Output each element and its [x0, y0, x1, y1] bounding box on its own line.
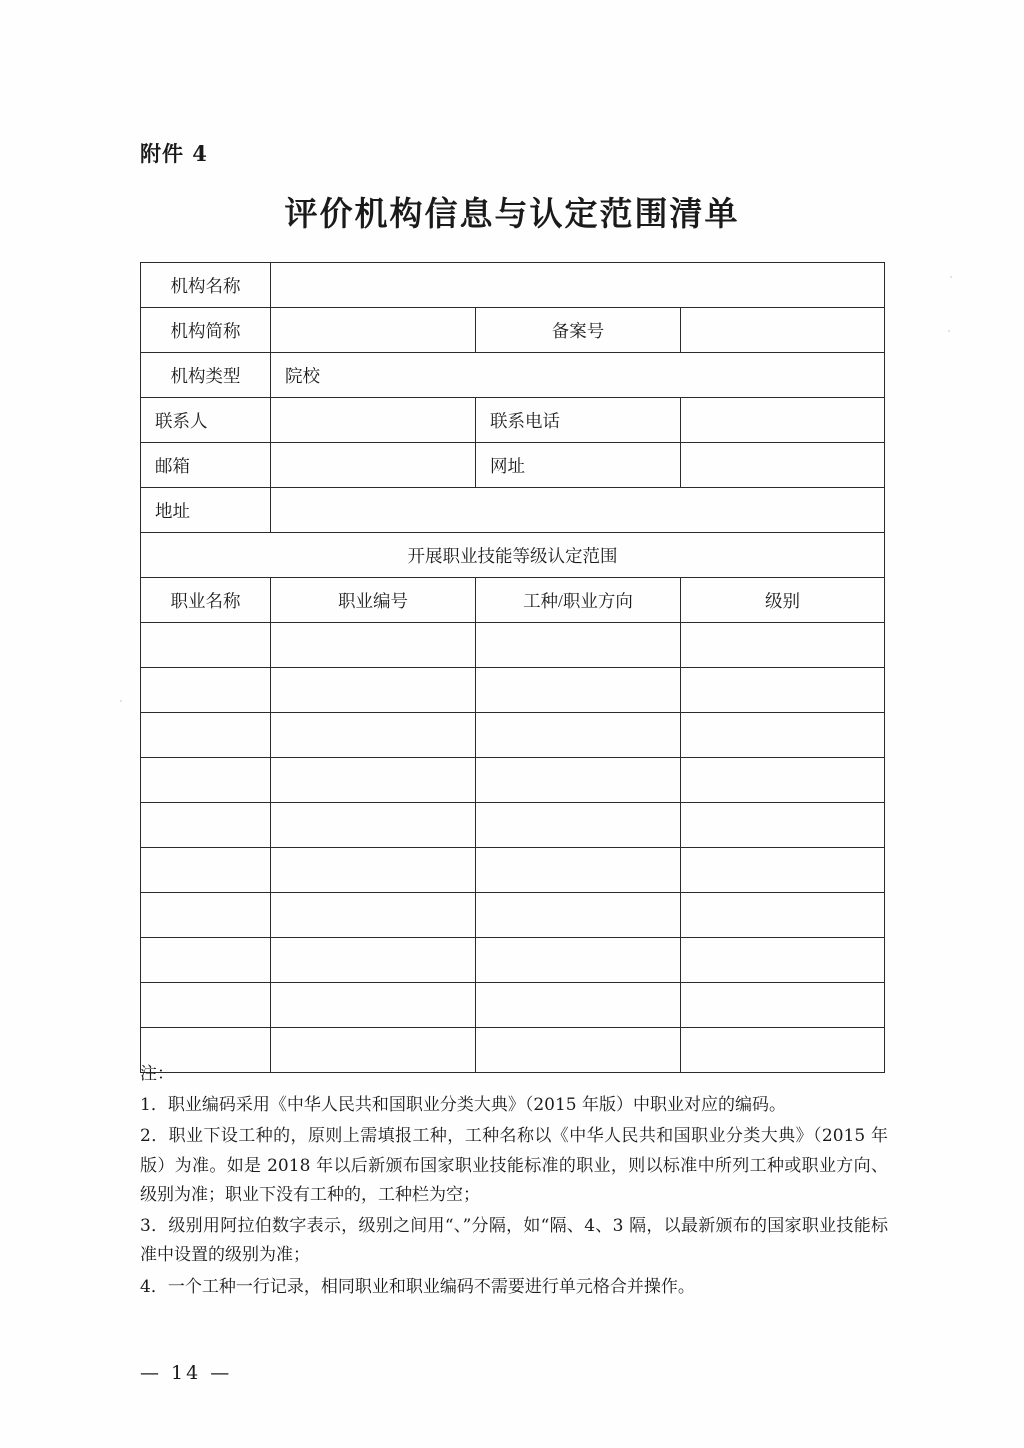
cell-level[interactable]: [681, 848, 885, 893]
cell-job-direction[interactable]: [476, 848, 681, 893]
cell-occupation-name[interactable]: [141, 803, 271, 848]
label-institution-abbr: 机构简称: [141, 308, 271, 353]
cell-occupation-code[interactable]: [271, 713, 476, 758]
cell-occupation-code[interactable]: [271, 803, 476, 848]
value-address[interactable]: [271, 488, 885, 533]
cell-occupation-name[interactable]: [141, 938, 271, 983]
evaluation-institution-form: [140, 262, 885, 1073]
cell-level[interactable]: [681, 938, 885, 983]
value-website[interactable]: [681, 443, 885, 488]
label-contact-phone: 联系电话: [476, 398, 681, 443]
cell-job-direction[interactable]: [476, 938, 681, 983]
cell-occupation-code[interactable]: [271, 758, 476, 803]
cell-level[interactable]: [681, 983, 885, 1028]
table-row: [141, 623, 885, 668]
label-contact-person: 联系人: [141, 398, 271, 443]
cell-job-direction[interactable]: [476, 713, 681, 758]
cell-level[interactable]: [681, 668, 885, 713]
table-row-institution-abbr: [141, 308, 885, 353]
cell-occupation-code[interactable]: [271, 893, 476, 938]
label-website: 网址: [476, 443, 681, 488]
table-row-section-header: [141, 533, 885, 578]
cell-occupation-name[interactable]: [141, 713, 271, 758]
page-title: 评价机构信息与认定范围清单: [284, 194, 740, 233]
scan-speck: [948, 330, 950, 332]
cell-level[interactable]: [681, 758, 885, 803]
value-record-number[interactable]: [681, 308, 885, 353]
table-row-email: [141, 443, 885, 488]
cell-job-direction[interactable]: [476, 983, 681, 1028]
table-row-contact-person: [141, 398, 885, 443]
cell-job-direction[interactable]: [476, 758, 681, 803]
scan-speck: [120, 700, 122, 702]
column-header-occupation-name: 职业名称: [141, 578, 271, 623]
table-row: [141, 983, 885, 1028]
table-row-column-headers: [141, 578, 885, 623]
cell-occupation-code[interactable]: [271, 983, 476, 1028]
label-record-number: 备案号: [476, 308, 681, 353]
table-row-institution-type: [141, 353, 885, 398]
cell-occupation-name[interactable]: [141, 848, 271, 893]
note-item-4: 4．一个工种一行记录，相同职业和职业编码不需要进行单元格合并操作。: [140, 1276, 695, 1297]
value-contact-person[interactable]: [271, 398, 476, 443]
table-row: [141, 938, 885, 983]
table-row: [141, 848, 885, 893]
notes-section: [140, 1060, 888, 1304]
table-row-institution-name: [141, 263, 885, 308]
cell-job-direction[interactable]: [476, 893, 681, 938]
cell-job-direction[interactable]: [476, 803, 681, 848]
section-header-scope: 开展职业技能等级认定范围: [141, 533, 885, 578]
cell-level[interactable]: [681, 803, 885, 848]
column-header-job-direction: 工种/职业方向: [476, 578, 681, 623]
table-row: [141, 668, 885, 713]
value-email[interactable]: [271, 443, 476, 488]
note-item-2: 2．职业下设工种的，原则上需填报工种，工种名称以《中华人民共和国职业分类大典》（2015 年版）为准。如是 2018 年以后新颁布国家职业技能标准的职业，则以标准中所列工种或职业方向、级别为准；职业下没有工种的，工种栏为空；: [140, 1126, 888, 1205]
label-institution-name: 机构名称: [141, 263, 271, 308]
cell-occupation-name[interactable]: [141, 668, 271, 713]
table-row: [141, 758, 885, 803]
column-header-occupation-code: 职业编号: [271, 578, 476, 623]
cell-level[interactable]: [681, 713, 885, 758]
page-number: — 14 —: [140, 1362, 233, 1384]
cell-occupation-name[interactable]: [141, 893, 271, 938]
cell-level[interactable]: [681, 623, 885, 668]
table-row: [141, 713, 885, 758]
value-institution-name[interactable]: [271, 263, 885, 308]
column-header-level: 级别: [681, 578, 885, 623]
value-institution-abbr[interactable]: [271, 308, 476, 353]
table-row-address: [141, 488, 885, 533]
notes-heading: 注：: [140, 1064, 174, 1084]
note-item-1: 1．职业编码采用《中华人民共和国职业分类大典》（2015 年版）中职业对应的编码。: [140, 1095, 786, 1116]
cell-occupation-name[interactable]: [141, 758, 271, 803]
cell-level[interactable]: [681, 893, 885, 938]
cell-job-direction[interactable]: [476, 668, 681, 713]
cell-occupation-name[interactable]: [141, 983, 271, 1028]
label-email: 邮箱: [141, 443, 271, 488]
cell-job-direction[interactable]: [476, 623, 681, 668]
attachment-label: 附件 4: [140, 141, 208, 166]
cell-occupation-code[interactable]: [271, 623, 476, 668]
cell-occupation-code[interactable]: [271, 668, 476, 713]
value-institution-type[interactable]: 院校: [271, 353, 885, 398]
note-item-3: 3．级别用阿拉伯数字表示，级别之间用“、”分隔，如“隔、4、3 隔，以最新颁布的国家职业技能标准中设置的级别为准；: [140, 1216, 888, 1266]
cell-occupation-code[interactable]: [271, 938, 476, 983]
cell-occupation-code[interactable]: [271, 848, 476, 893]
table-row: [141, 893, 885, 938]
label-institution-type: 机构类型: [141, 353, 271, 398]
value-contact-phone[interactable]: [681, 398, 885, 443]
table-row: [141, 803, 885, 848]
label-address: 地址: [141, 488, 271, 533]
scan-speck: [950, 276, 952, 278]
cell-occupation-name[interactable]: [141, 623, 271, 668]
